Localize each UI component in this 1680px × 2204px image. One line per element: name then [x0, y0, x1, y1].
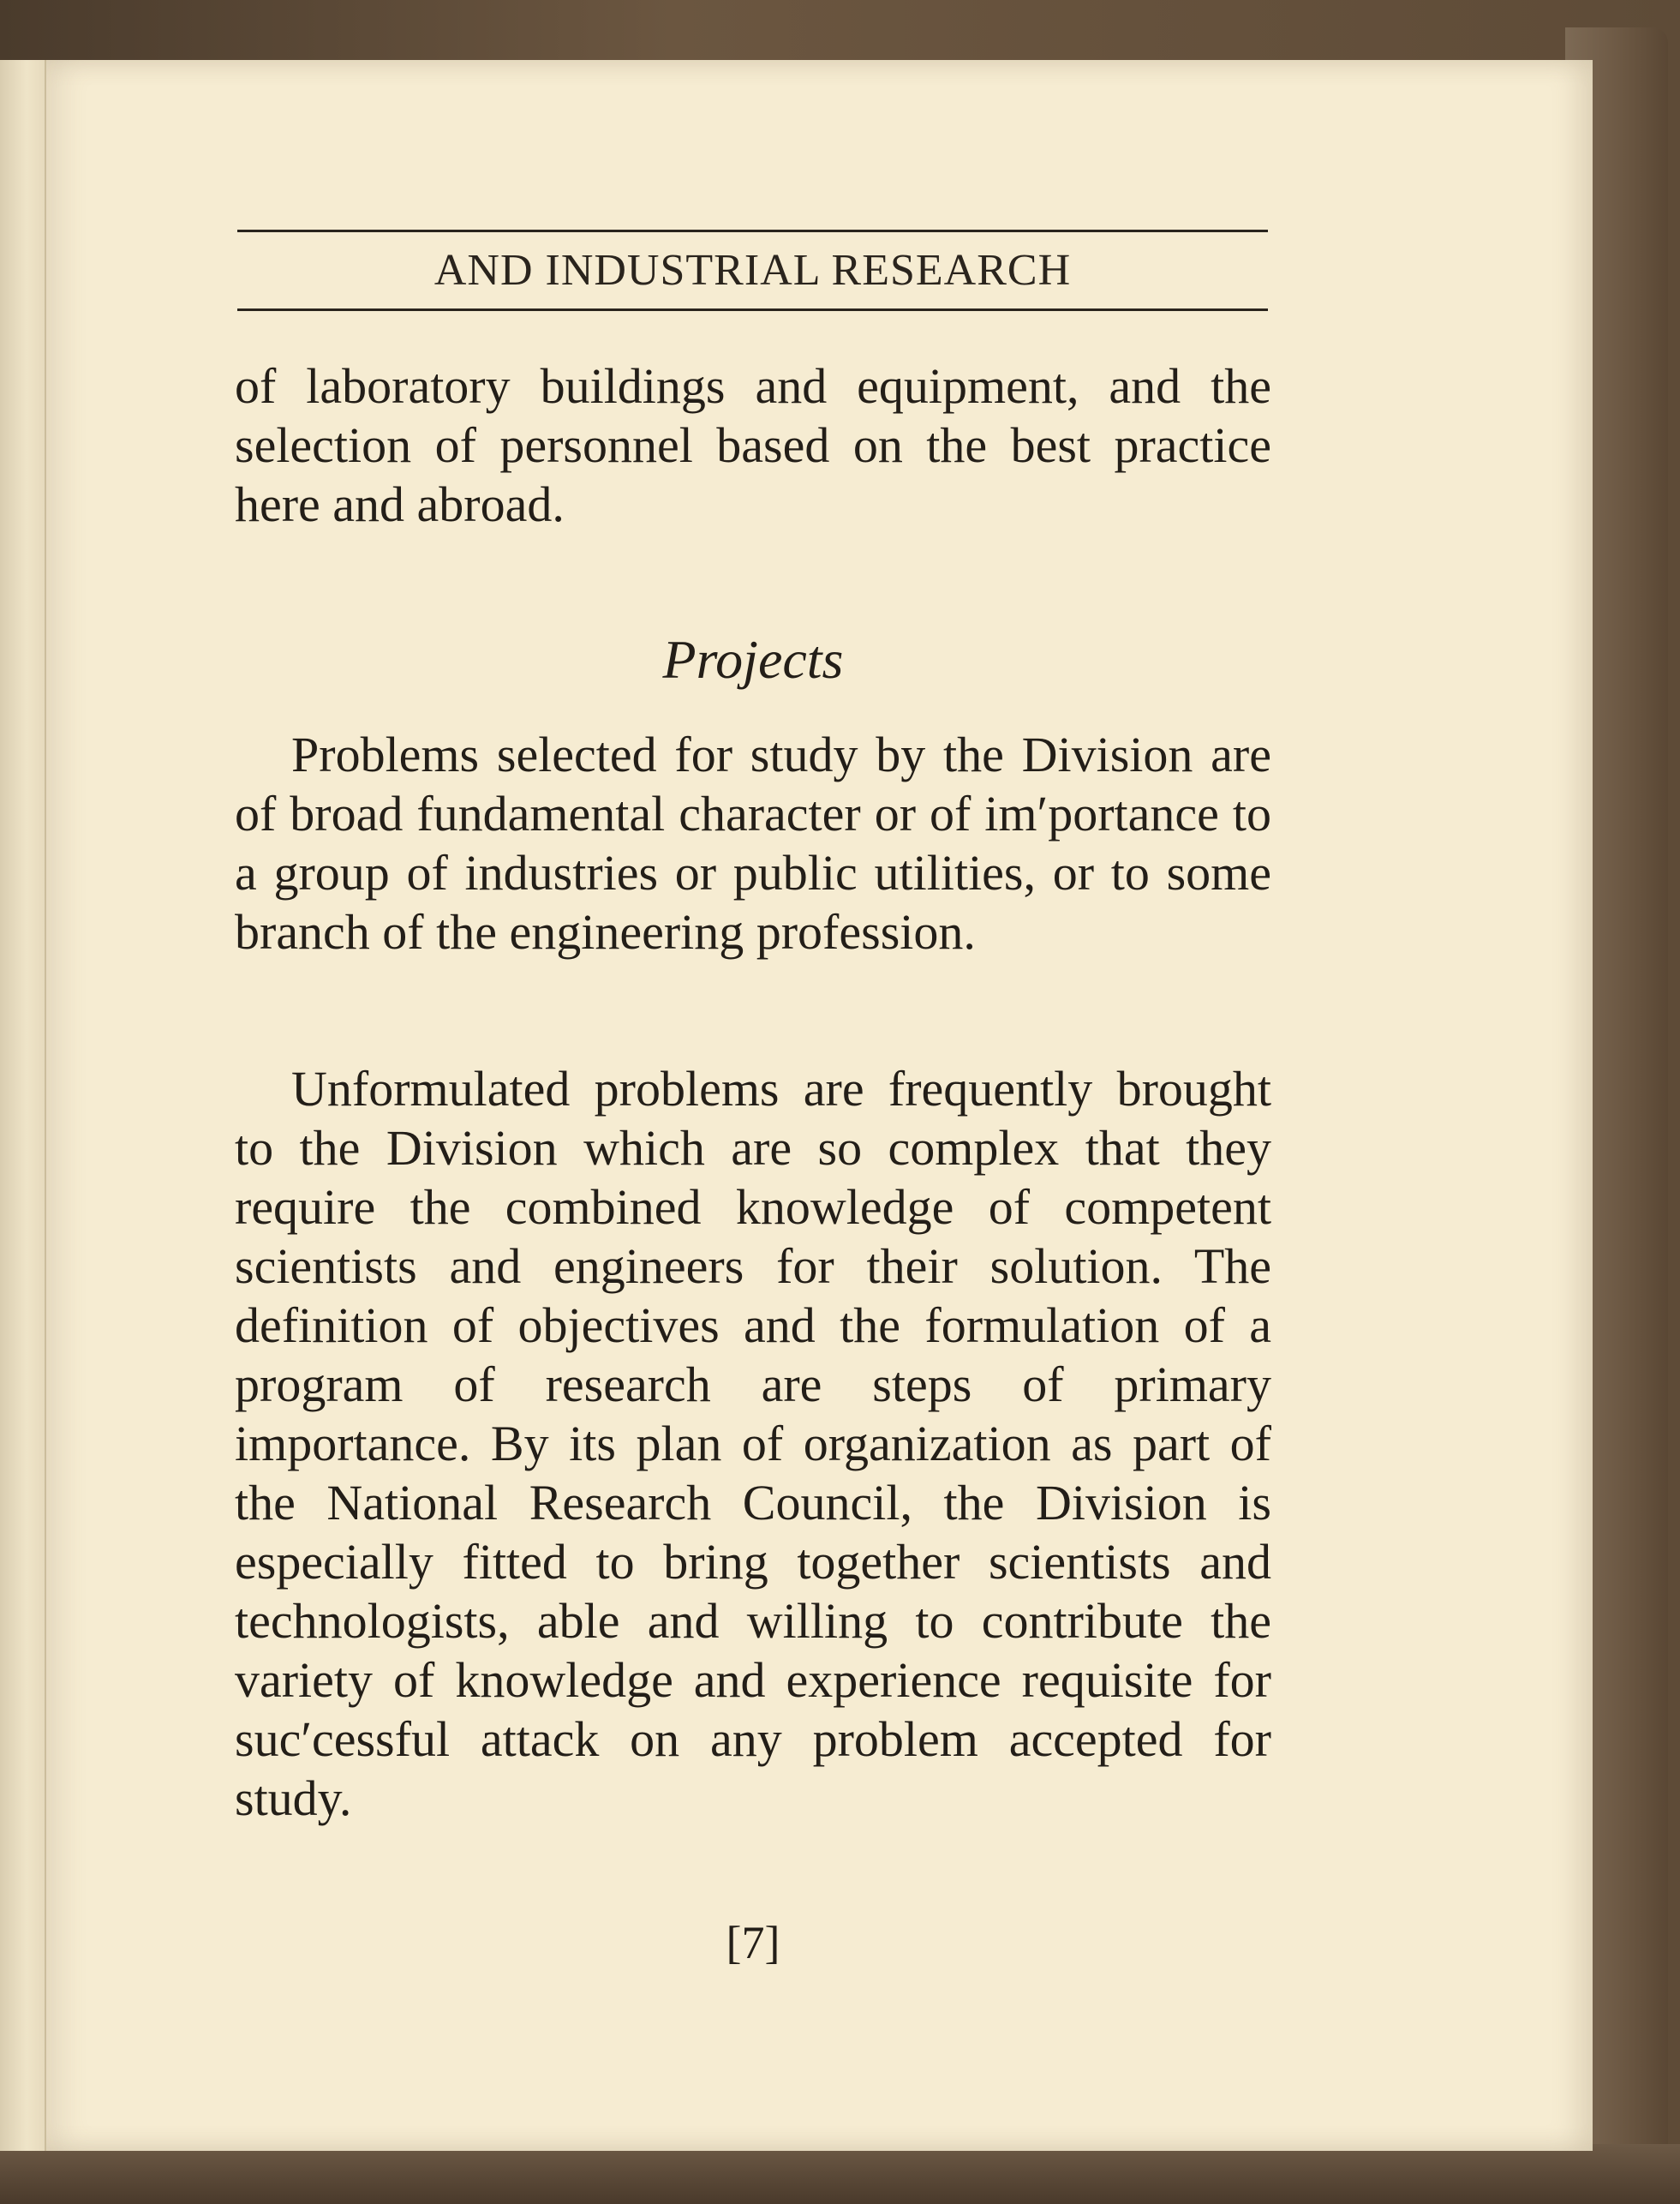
cover-bottom-edge: [0, 2144, 1680, 2204]
running-head: [237, 230, 1268, 312]
paragraph-continuation: of laboratory buildings and equipment, and the selection of personnel based on the best practice here and abroad.: [235, 358, 1271, 532]
running-head-title: AND INDUSTRIAL RESEARCH: [433, 246, 1072, 295]
running-head-bottom-rule: [237, 308, 1268, 311]
paragraph-projects-2: Unformulated problems are frequently brought to the Division which are so complex that they require the combined knowledge of competent scientists and engineers for their solution. The definition of objectives and the formulation of a program of research are steps of primary importance. By its plan of organization as part of the National Research Council, the Division is especially fitted to bring together scientists and technologists, able and willing to contribute the variety of knowledge and experience requisite for suc′cessful attack on any problem accepted for study.: [235, 1061, 1271, 1826]
running-head-top-rule: [237, 230, 1268, 232]
paragraph-projects-1: Problems selected for study by the Division are of broad fundamental character or of im′portance to a group of industries or public utilities, or to some branch of the engineering profession.: [235, 727, 1271, 960]
page-number: [7]: [726, 1917, 780, 1968]
facing-page-edge: [0, 60, 46, 2151]
section-heading: Projects: [662, 629, 844, 690]
